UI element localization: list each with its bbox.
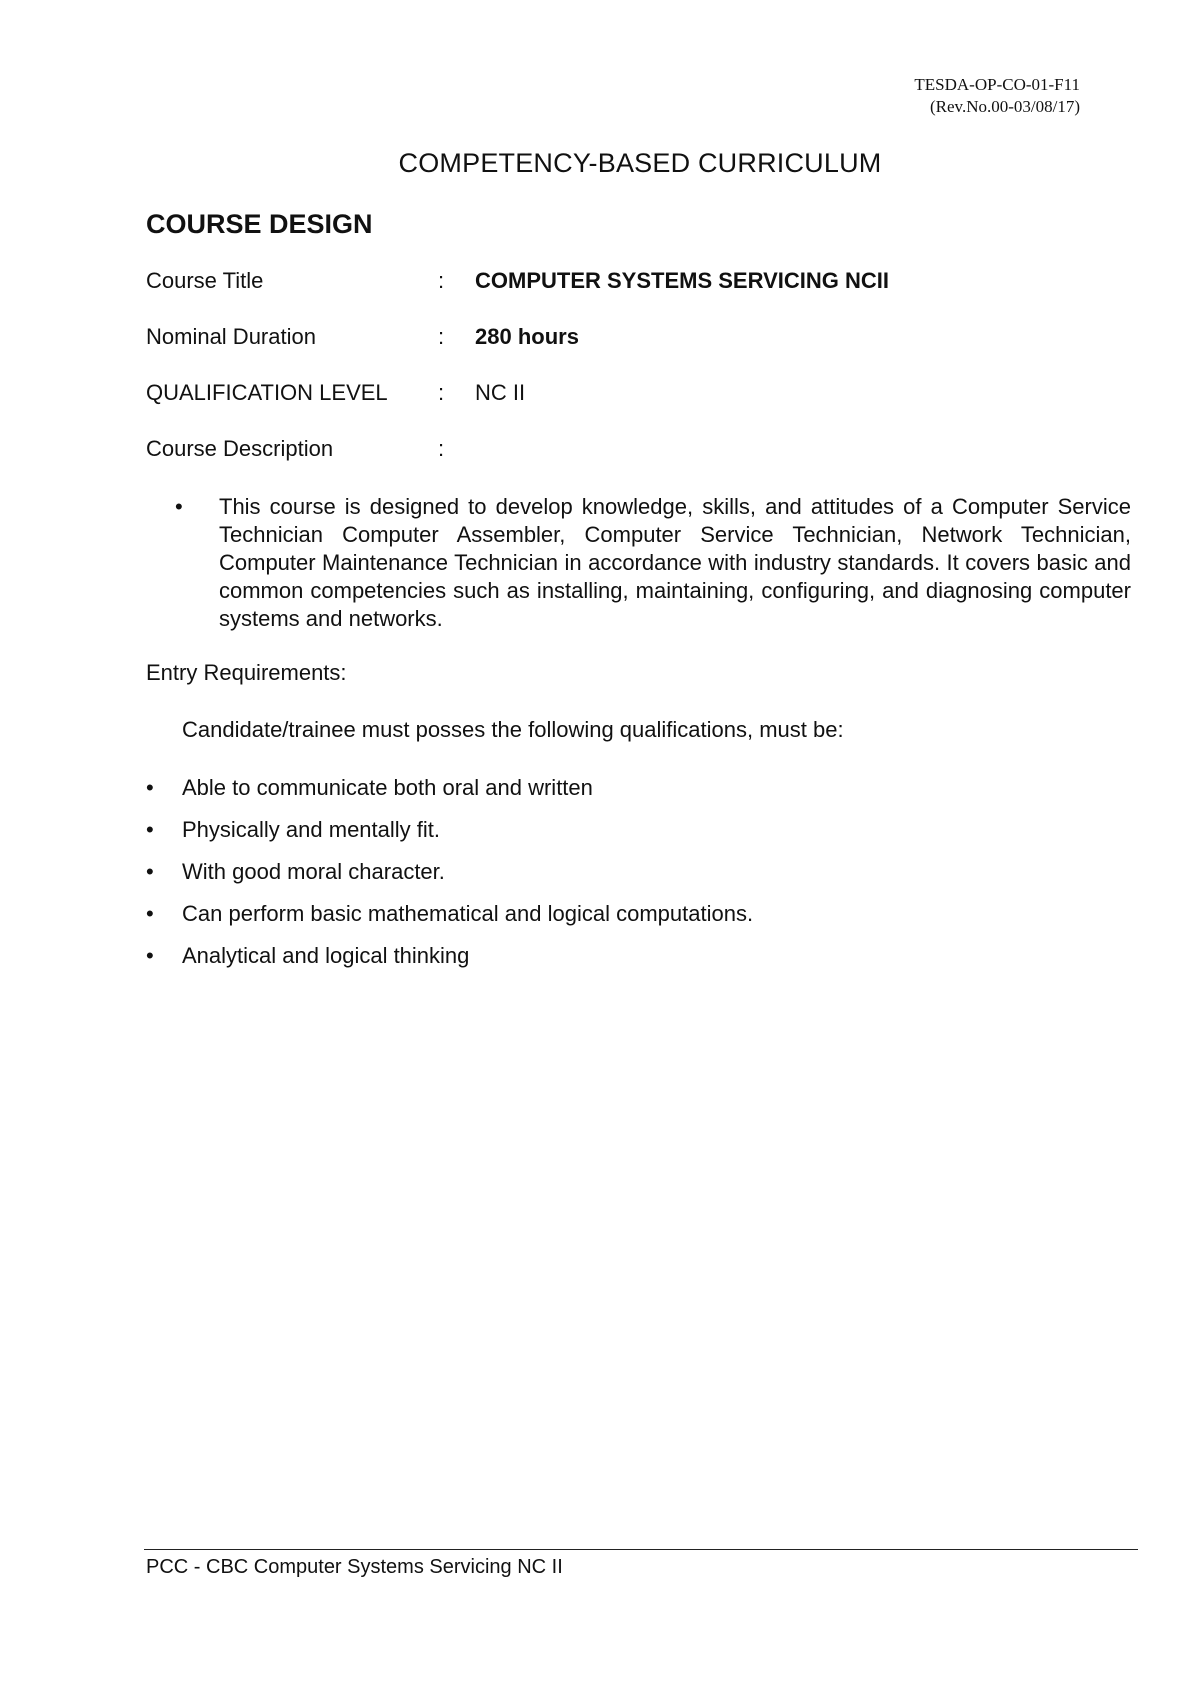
- entry-requirements-intro: Candidate/trainee must posses the following qualifications, must be:: [182, 717, 844, 742]
- requirement-text: Physically and mentally fit.: [182, 817, 440, 842]
- bullet-icon: •: [175, 494, 183, 519]
- revision-number: (Rev.No.00-03/08/17): [930, 97, 1080, 116]
- page-title: COMPETENCY-BASED CURRICULUM: [398, 148, 882, 178]
- document-code-block: [914, 74, 1080, 118]
- course-description-label: Course Description: [146, 436, 334, 461]
- footer-text: PCC - CBC Computer Systems Servicing NC II: [146, 1556, 563, 1578]
- course-title-label: Course Title: [146, 268, 264, 293]
- field-separator: :: [438, 324, 445, 349]
- course-description-text: This course is designed to develop knowledge, skills, and attitudes of a Computer Service Technician Computer Assembler, Computer Service Technician, Network Technician, Computer Maintenance Technician in accordance with industry standards. It covers basic and common competencies such as installing, maintaining, configuring, and diagnosing computer systems and networks.: [219, 494, 1131, 631]
- section-heading: COURSE DESIGN: [146, 209, 373, 239]
- requirement-text: With good moral character.: [182, 859, 445, 884]
- field-separator: :: [438, 268, 445, 293]
- requirement-text: Able to communicate both oral and written: [182, 775, 593, 800]
- bullet-icon: •: [146, 859, 154, 884]
- document-code: TESDA-OP-CO-01-F11: [914, 75, 1080, 94]
- course-title-value: COMPUTER SYSTEMS SERVICING NCII: [475, 268, 889, 293]
- bullet-icon: •: [146, 943, 154, 968]
- requirement-text: Can perform basic mathematical and logical computations.: [182, 901, 754, 926]
- qualification-level-label: QUALIFICATION LEVEL: [146, 380, 388, 405]
- qualification-level-value: NC II: [475, 380, 526, 405]
- bullet-icon: •: [146, 775, 154, 800]
- course-description-block: [175, 493, 1131, 633]
- nominal-duration-value: 280 hours: [475, 324, 579, 349]
- requirement-text: Analytical and logical thinking: [182, 943, 470, 968]
- bullet-icon: •: [146, 817, 154, 842]
- field-separator: :: [438, 436, 445, 461]
- field-separator: :: [438, 380, 445, 405]
- nominal-duration-label: Nominal Duration: [146, 324, 316, 349]
- entry-requirements-label: Entry Requirements:: [146, 660, 347, 685]
- footer-divider: [144, 1549, 1138, 1550]
- bullet-icon: •: [146, 901, 154, 926]
